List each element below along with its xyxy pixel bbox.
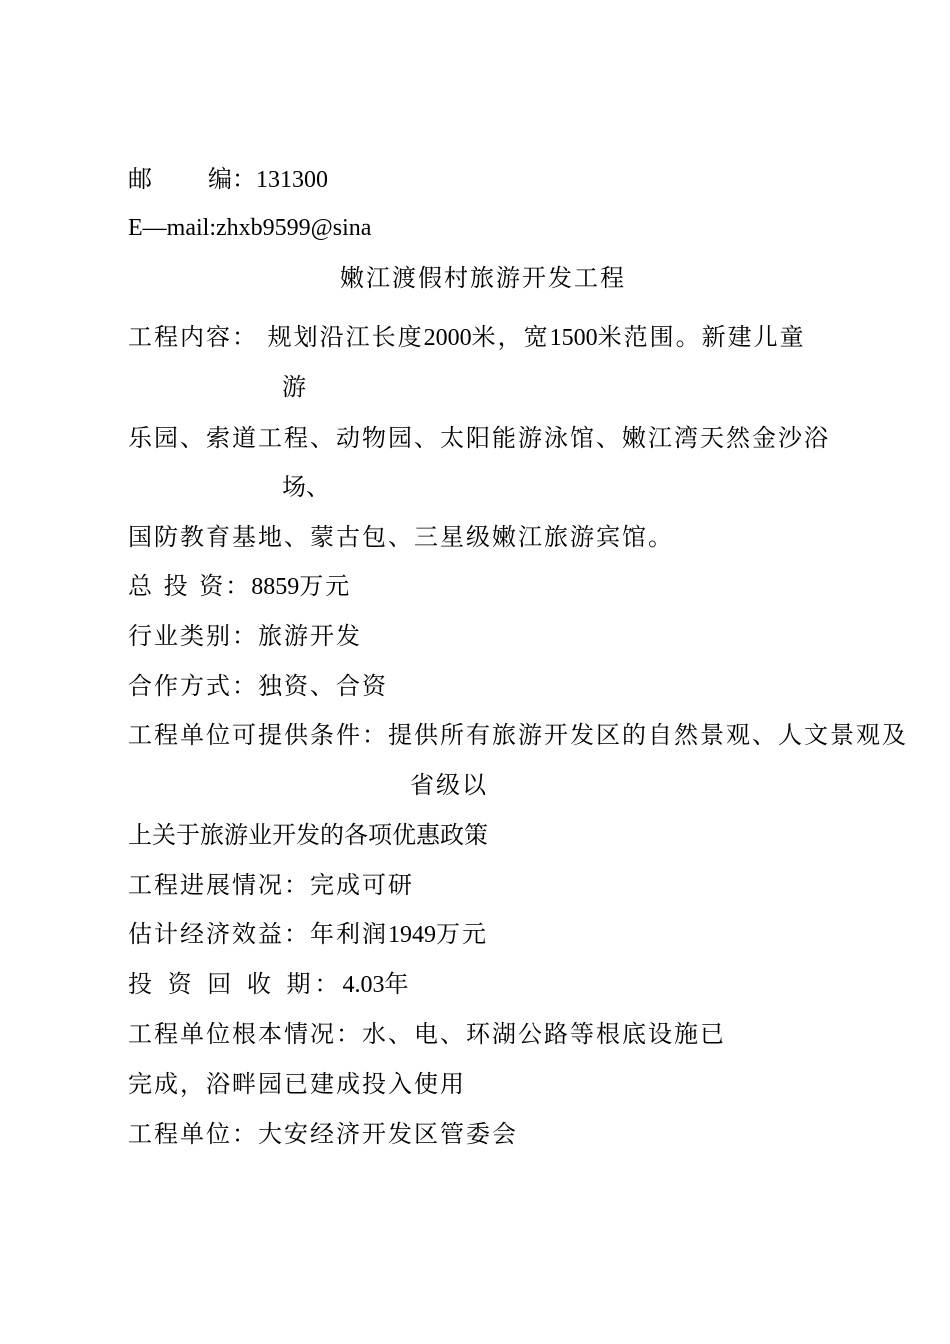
conditions-line-2: 上关于旅游业开发的各项优惠政策: [128, 821, 488, 849]
content-line-2-wrap: 场、: [282, 473, 330, 501]
payback-line: [128, 969, 413, 1000]
investment-line: [128, 571, 351, 602]
basic-info-label: 工程单位根本情况：: [128, 1020, 362, 1048]
email-line: E—mail:zhxb9599@sina: [128, 215, 372, 241]
conditions-label: 工程单位可提供条件：: [128, 721, 388, 749]
unit-label: 工程单位：: [128, 1120, 258, 1148]
content-label: 工程内容：: [128, 323, 258, 351]
width-value: 1500: [549, 325, 598, 351]
payback-label: 投 资 回 收 期：: [128, 970, 343, 998]
cooperation-line: [128, 671, 388, 701]
progress-line: [128, 870, 414, 900]
content-line-2: 乐园、索道工程、动物园、太阳能游泳馆、嫩江湾天然金沙浴: [128, 424, 830, 452]
basic-info-line-2: 完成，浴畔园已建成投入使用: [128, 1070, 466, 1098]
benefit-value: 1949: [388, 922, 436, 948]
content-text: 规划沿江长度: [267, 323, 424, 351]
document-title: 嫩江渡假村旅游开发工程: [340, 264, 626, 292]
conditions-line: [128, 720, 908, 750]
industry-line: [128, 621, 362, 651]
payback-value: 4.03: [342, 972, 385, 998]
content-text: 米，宽: [471, 323, 550, 351]
content-line-1: [128, 322, 806, 353]
benefit-line: [128, 919, 488, 950]
investment-label: 总 投 资：: [128, 572, 252, 600]
progress-value: 完成可研: [310, 871, 414, 899]
basic-info-value: 水、电、环湖公路等根底设施已: [362, 1020, 726, 1048]
cooperation-label: 合作方式：: [128, 672, 258, 700]
benefit-text: 年利润: [310, 920, 388, 948]
industry-label: 行业类别：: [128, 622, 258, 650]
benefit-label: 估计经济效益：: [128, 920, 310, 948]
unit-line: [128, 1119, 518, 1149]
payback-unit: 年: [384, 970, 413, 998]
investment-unit: 万元: [299, 572, 352, 600]
investment-value: 8859: [251, 574, 300, 600]
conditions-line-wrap: 省级以: [410, 771, 488, 799]
content-line-1-wrap: 游: [282, 373, 306, 401]
cooperation-value: 独资、合资: [258, 672, 388, 700]
unit-value: 大安经济开发区管委会: [258, 1120, 518, 1148]
content-text: 米范围。新建儿童: [597, 323, 806, 351]
progress-label: 工程进展情况：: [128, 871, 310, 899]
benefit-unit: 万元: [436, 920, 488, 948]
postcode-value: 131300: [256, 167, 328, 193]
postcode-label-2: 编：: [208, 165, 256, 193]
conditions-value: 提供所有旅游开发区的自然景观、人文景观及: [388, 721, 908, 749]
industry-value: 旅游开发: [258, 622, 362, 650]
postcode-label: 邮: [128, 165, 152, 193]
postcode-line: [128, 164, 328, 195]
length-value: 2000: [423, 325, 472, 351]
content-line-3: 国防教育基地、蒙古包、三星级嫩江旅游宾馆。: [128, 523, 674, 551]
basic-info-line: [128, 1019, 726, 1049]
